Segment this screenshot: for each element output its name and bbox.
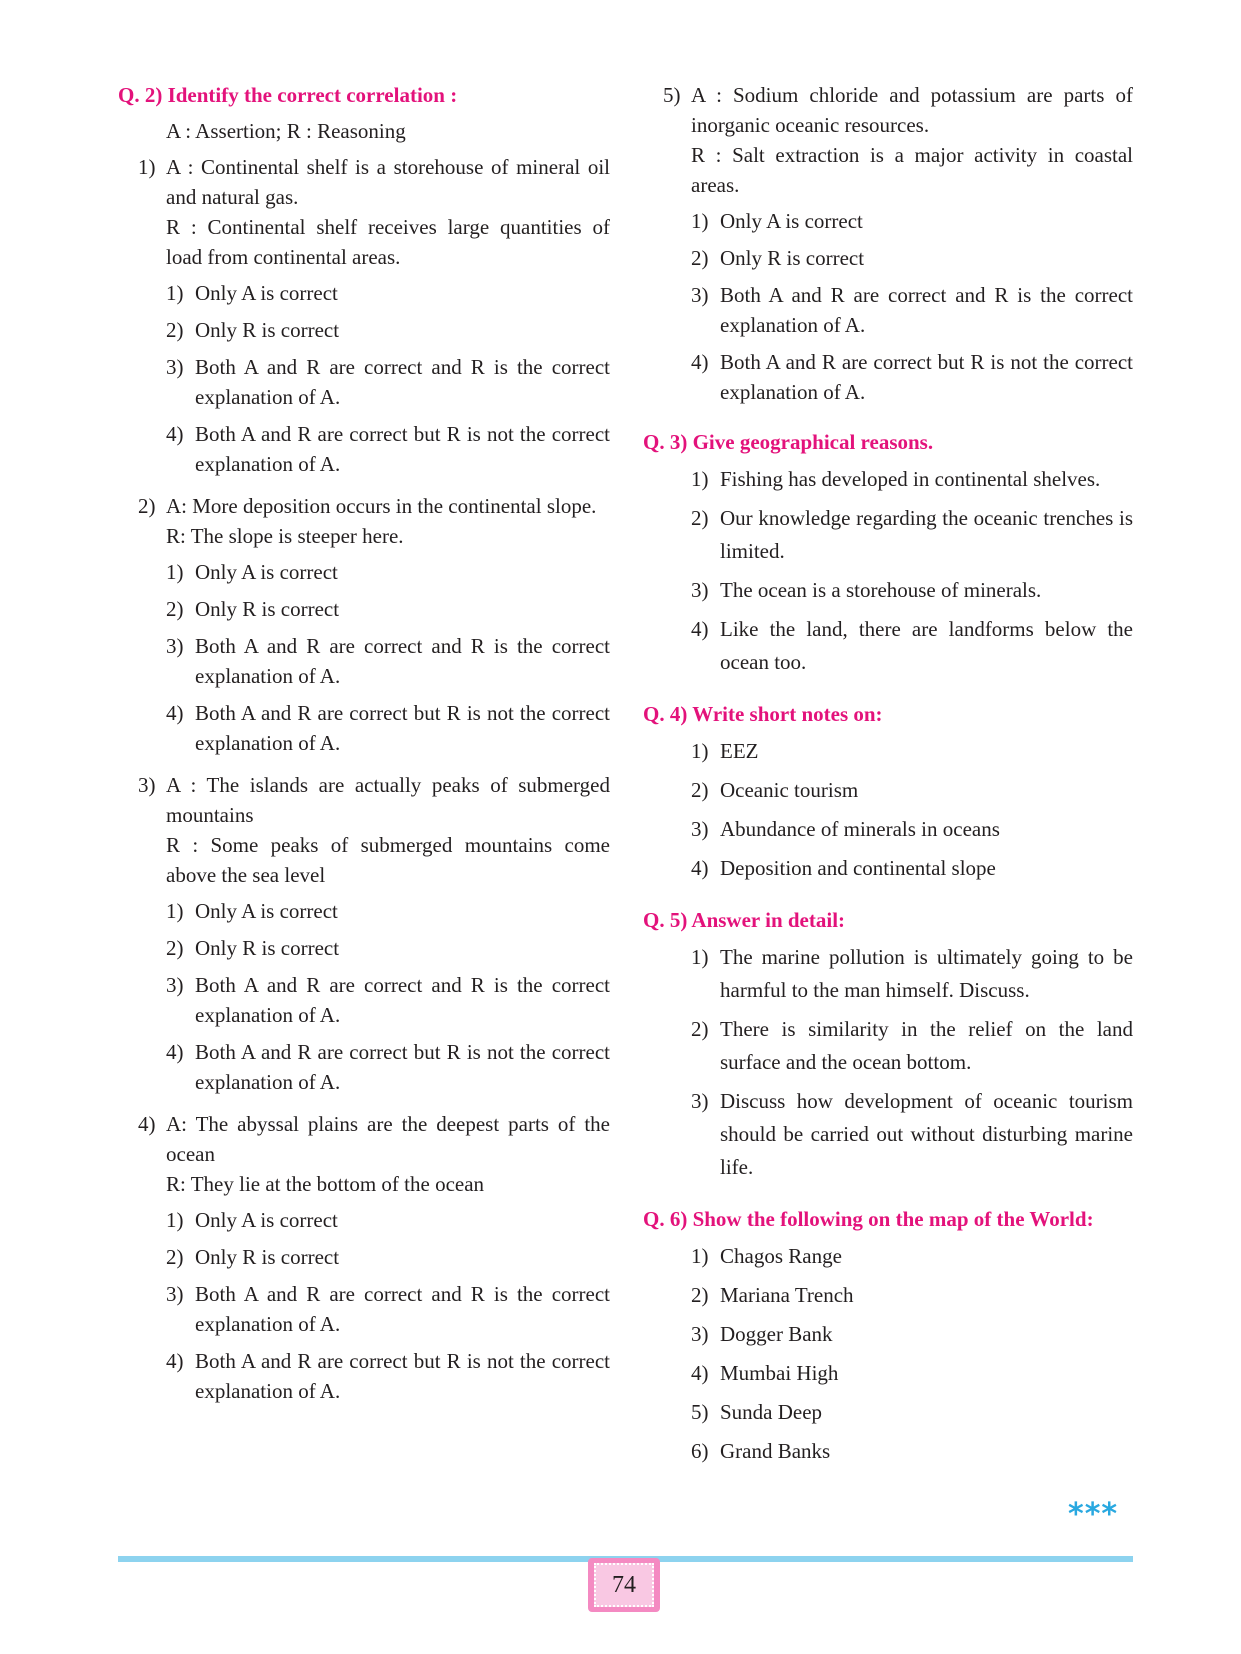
q2-heading: Q. 2) Identify the correct correlation : xyxy=(118,83,458,107)
assertion-text: A: The abyssal plains are the deepest parts of the ocean xyxy=(166,1112,610,1166)
option-list xyxy=(166,557,610,758)
option-number: 4) xyxy=(166,1040,184,1064)
item-number: 3) xyxy=(691,1322,709,1346)
item-number: 4) xyxy=(691,617,709,641)
option-list xyxy=(166,278,610,479)
ar-question-item xyxy=(118,152,610,479)
option-number: 2) xyxy=(166,1245,184,1269)
option-item xyxy=(166,631,610,691)
option-text: Only R is correct xyxy=(195,936,340,960)
option-item xyxy=(166,1205,610,1235)
option-text: Only A is correct xyxy=(195,899,338,923)
option-list xyxy=(691,206,1133,407)
item-text: Grand Banks xyxy=(720,1439,831,1463)
option-item xyxy=(166,1279,610,1339)
item-text: The ocean is a storehouse of minerals. xyxy=(720,578,1042,602)
q5-heading: Q. 5) Answer in detail: xyxy=(643,908,846,932)
assertion-text: A: More deposition occurs in the continental slope. xyxy=(166,494,597,518)
q3-list xyxy=(691,463,1133,679)
option-item xyxy=(166,698,610,758)
option-text: Both A and R are correct but R is not the correct explanation of A. xyxy=(195,422,610,476)
item-number: 3) xyxy=(691,817,709,841)
option-item xyxy=(691,347,1133,407)
item-text: Fishing has developed in continental shelves. xyxy=(720,467,1101,491)
option-number: 2) xyxy=(166,936,184,960)
option-text: Both A and R are correct but R is not the correct explanation of A. xyxy=(195,1349,610,1403)
option-text: Only A is correct xyxy=(195,1208,338,1232)
option-number: 4) xyxy=(166,422,184,446)
item-number: 3) xyxy=(691,1089,709,1113)
q6-heading: Q. 6) Show the following on the map of the World: xyxy=(643,1207,1094,1231)
assertion-text: A : The islands are actually peaks of submerged mountains xyxy=(166,773,610,827)
assertion-text: A : Sodium chloride and potassium are parts of inorganic oceanic resources. xyxy=(691,83,1133,137)
option-item xyxy=(166,1037,610,1097)
option-number: 1) xyxy=(166,899,184,923)
option-number: 1) xyxy=(166,1208,184,1232)
item-number: 4) xyxy=(138,1112,156,1136)
option-number: 2) xyxy=(691,246,709,270)
end-stars: *** xyxy=(1068,1497,1119,1532)
q2-legend: A : Assertion; R : Reasoning xyxy=(166,119,406,143)
option-text: Only A is correct xyxy=(195,281,338,305)
option-text: Only R is correct xyxy=(195,318,340,342)
item-number: 6) xyxy=(691,1439,709,1463)
page-number: 74 xyxy=(594,1563,654,1607)
item-number: 1) xyxy=(691,467,709,491)
option-item xyxy=(166,896,610,926)
q4-list xyxy=(691,735,1133,885)
item-text: Like the land, there are landforms below the ocean too. xyxy=(720,617,1133,674)
item-text: EEZ xyxy=(720,739,759,763)
option-text: Both A and R are correct and R is the correct explanation of A. xyxy=(195,355,610,409)
item-number: 1) xyxy=(691,945,709,969)
item-number: 2) xyxy=(691,778,709,802)
option-number: 2) xyxy=(166,318,184,342)
assertion-text: A : Continental shelf is a storehouse of mineral oil and natural gas. xyxy=(166,155,610,209)
option-item xyxy=(166,1242,610,1272)
list-item xyxy=(691,941,1133,1007)
list-item xyxy=(691,1318,1133,1351)
option-item xyxy=(166,933,610,963)
list-item xyxy=(691,1085,1133,1184)
item-text: The marine pollution is ultimately going to be harmful to the man himself. Discuss. xyxy=(720,945,1133,1002)
item-number: 4) xyxy=(691,856,709,880)
item-text: Dogger Bank xyxy=(720,1322,833,1346)
option-number: 4) xyxy=(166,701,184,725)
option-text: Only R is correct xyxy=(195,597,340,621)
list-item xyxy=(691,574,1133,607)
left-column xyxy=(118,80,610,1418)
option-list xyxy=(166,896,610,1097)
page-number-badge xyxy=(588,1558,660,1612)
option-number: 3) xyxy=(691,283,709,307)
option-item xyxy=(166,278,610,308)
item-text: Mumbai High xyxy=(720,1361,839,1385)
reason-text: R : Some peaks of submerged mountains come above the sea level xyxy=(166,833,610,887)
list-item xyxy=(691,735,1133,768)
item-text: Our knowledge regarding the oceanic trenches is limited. xyxy=(720,506,1133,563)
option-text: Only A is correct xyxy=(720,209,863,233)
list-item xyxy=(691,1435,1133,1468)
item-text: Mariana Trench xyxy=(720,1283,854,1307)
item-text: Sunda Deep xyxy=(720,1400,823,1424)
option-text: Only R is correct xyxy=(195,1245,340,1269)
list-item xyxy=(691,852,1133,885)
item-text: Discuss how development of oceanic tourism should be carried out without disturbing marine life. xyxy=(720,1089,1133,1179)
item-text: Oceanic tourism xyxy=(720,778,859,802)
option-item xyxy=(166,970,610,1030)
option-number: 3) xyxy=(166,1282,184,1306)
reason-text: R: They lie at the bottom of the ocean xyxy=(166,1172,485,1196)
option-number: 1) xyxy=(166,560,184,584)
ar-question-item xyxy=(118,1109,610,1406)
ar-question-item xyxy=(118,491,610,758)
option-text: Only R is correct xyxy=(720,246,865,270)
option-item xyxy=(691,243,1133,273)
item-number: 4) xyxy=(691,1361,709,1385)
right-column xyxy=(643,80,1133,1474)
option-number: 1) xyxy=(166,281,184,305)
option-list xyxy=(166,1205,610,1406)
reason-text: R: The slope is steeper here. xyxy=(166,524,404,548)
item-number: 2) xyxy=(691,1283,709,1307)
reason-text: R : Continental shelf receives large quantities of load from continental areas. xyxy=(166,215,610,269)
option-item xyxy=(691,206,1133,236)
item-number: 2) xyxy=(691,1017,709,1041)
option-number: 3) xyxy=(166,355,184,379)
item-text: Abundance of minerals in oceans xyxy=(720,817,1000,841)
item-text: Deposition and continental slope xyxy=(720,856,996,880)
list-item xyxy=(691,463,1133,496)
option-text: Only A is correct xyxy=(195,560,338,584)
item-number: 5) xyxy=(691,1400,709,1424)
option-number: 2) xyxy=(166,597,184,621)
option-item xyxy=(166,557,610,587)
ar-question-item xyxy=(118,770,610,1097)
q3-heading: Q. 3) Give geographical reasons. xyxy=(643,430,934,454)
option-text: Both A and R are correct and R is the correct explanation of A. xyxy=(195,1282,610,1336)
item-number: 1) xyxy=(138,155,156,179)
item-text: Chagos Range xyxy=(720,1244,842,1268)
item-number: 3) xyxy=(691,578,709,602)
option-text: Both A and R are correct but R is not the correct explanation of A. xyxy=(720,350,1133,404)
item-number: 1) xyxy=(691,1244,709,1268)
list-item xyxy=(691,813,1133,846)
option-item xyxy=(166,315,610,345)
option-number: 4) xyxy=(166,1349,184,1373)
list-item xyxy=(691,1396,1133,1429)
item-number: 2) xyxy=(138,494,156,518)
option-item xyxy=(166,594,610,624)
item-number: 1) xyxy=(691,739,709,763)
list-item xyxy=(691,613,1133,679)
option-text: Both A and R are correct and R is the correct explanation of A. xyxy=(195,973,610,1027)
list-item xyxy=(691,774,1133,807)
list-item xyxy=(691,1240,1133,1273)
item-text: There is similarity in the relief on the land surface and the ocean bottom. xyxy=(720,1017,1133,1074)
option-text: Both A and R are correct but R is not the correct explanation of A. xyxy=(195,1040,610,1094)
ar-question-item xyxy=(643,80,1133,407)
option-item xyxy=(691,280,1133,340)
list-item xyxy=(691,502,1133,568)
q4-heading: Q. 4) Write short notes on: xyxy=(643,702,883,726)
option-text: Both A and R are correct but R is not the correct explanation of A. xyxy=(195,701,610,755)
list-item xyxy=(691,1279,1133,1312)
option-number: 1) xyxy=(691,209,709,233)
option-number: 3) xyxy=(166,634,184,658)
option-number: 4) xyxy=(691,350,709,374)
list-item xyxy=(691,1357,1133,1390)
option-item xyxy=(166,419,610,479)
item-number: 3) xyxy=(138,773,156,797)
item-number: 5) xyxy=(663,83,681,107)
option-text: Both A and R are correct and R is the correct explanation of A. xyxy=(720,283,1133,337)
q6-list xyxy=(691,1240,1133,1468)
option-item xyxy=(166,1346,610,1406)
option-text: Both A and R are correct and R is the correct explanation of A. xyxy=(195,634,610,688)
option-item xyxy=(166,352,610,412)
q5-list xyxy=(691,941,1133,1184)
option-number: 3) xyxy=(166,973,184,997)
item-number: 2) xyxy=(691,506,709,530)
reason-text: R : Salt extraction is a major activity in coastal areas. xyxy=(691,143,1133,197)
list-item xyxy=(691,1013,1133,1079)
